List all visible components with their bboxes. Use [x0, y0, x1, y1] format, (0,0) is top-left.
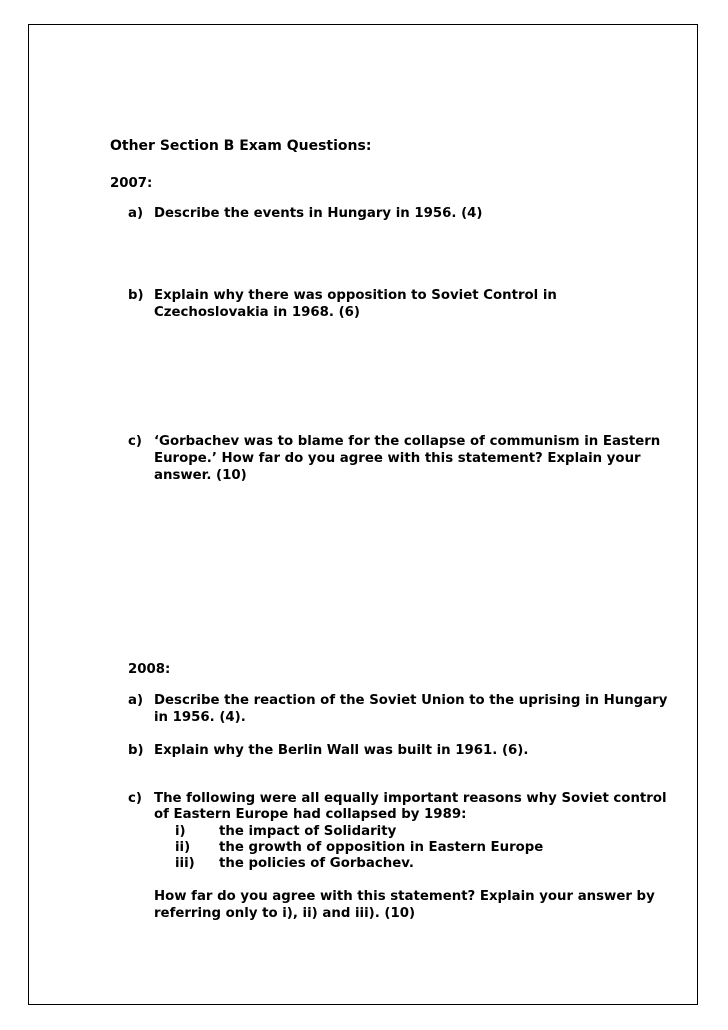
sub-item-number: iii) — [175, 856, 195, 871]
sub-item-text: the impact of Solidarity — [219, 824, 397, 839]
q2008-b-line1: Explain why the Berlin Wall was built in 1961. (6). — [154, 743, 529, 758]
sub-item-number: ii) — [175, 840, 191, 855]
q2008-c-marker: c) — [128, 791, 142, 806]
q2007-c-marker: c) — [128, 434, 142, 449]
q2007-a-text: Describe the events in Hungary in 1956. (4) — [154, 206, 483, 221]
sub-item-number: i) — [175, 824, 186, 839]
sub-item-text: the policies of Gorbachev. — [219, 856, 414, 871]
q2007-b-line1: Explain why there was opposition to Soviet Control in — [154, 288, 557, 303]
sub-item-text: the growth of opposition in Eastern Europe — [219, 840, 544, 855]
q2008-b-marker: b) — [128, 743, 144, 758]
q2008-c-line1: The following were all equally important reasons why Soviet control — [154, 791, 667, 806]
q2008-c-line4: referring only to i), ii) and iii). (10) — [154, 906, 416, 921]
q2007-c-line3: answer. (10) — [154, 468, 247, 483]
year-2008-label: 2008: — [128, 662, 171, 677]
q2008-a-line2: in 1956. (4). — [154, 710, 246, 725]
q2007-c-line1: ‘Gorbachev was to blame for the collapse of communism in Eastern — [154, 434, 661, 449]
q2008-a-marker: a) — [128, 693, 144, 708]
q2007-b-marker: b) — [128, 288, 144, 303]
year-2007-label: 2007: — [110, 176, 153, 191]
page-heading: Other Section B Exam Questions: — [110, 138, 372, 154]
q2007-a-marker: a) — [128, 206, 144, 221]
q2007-b-line2: Czechoslovakia in 1968. (6) — [154, 305, 360, 320]
q2008-a-line1: Describe the reaction of the Soviet Union to the uprising in Hungary — [154, 693, 668, 708]
q2008-c-line2: of Eastern Europe had collapsed by 1989: — [154, 807, 467, 822]
q2008-c-line3: How far do you agree with this statement? Explain your answer by — [154, 889, 655, 904]
q2007-c-line2: Europe.’ How far do you agree with this statement? Explain your — [154, 451, 641, 466]
